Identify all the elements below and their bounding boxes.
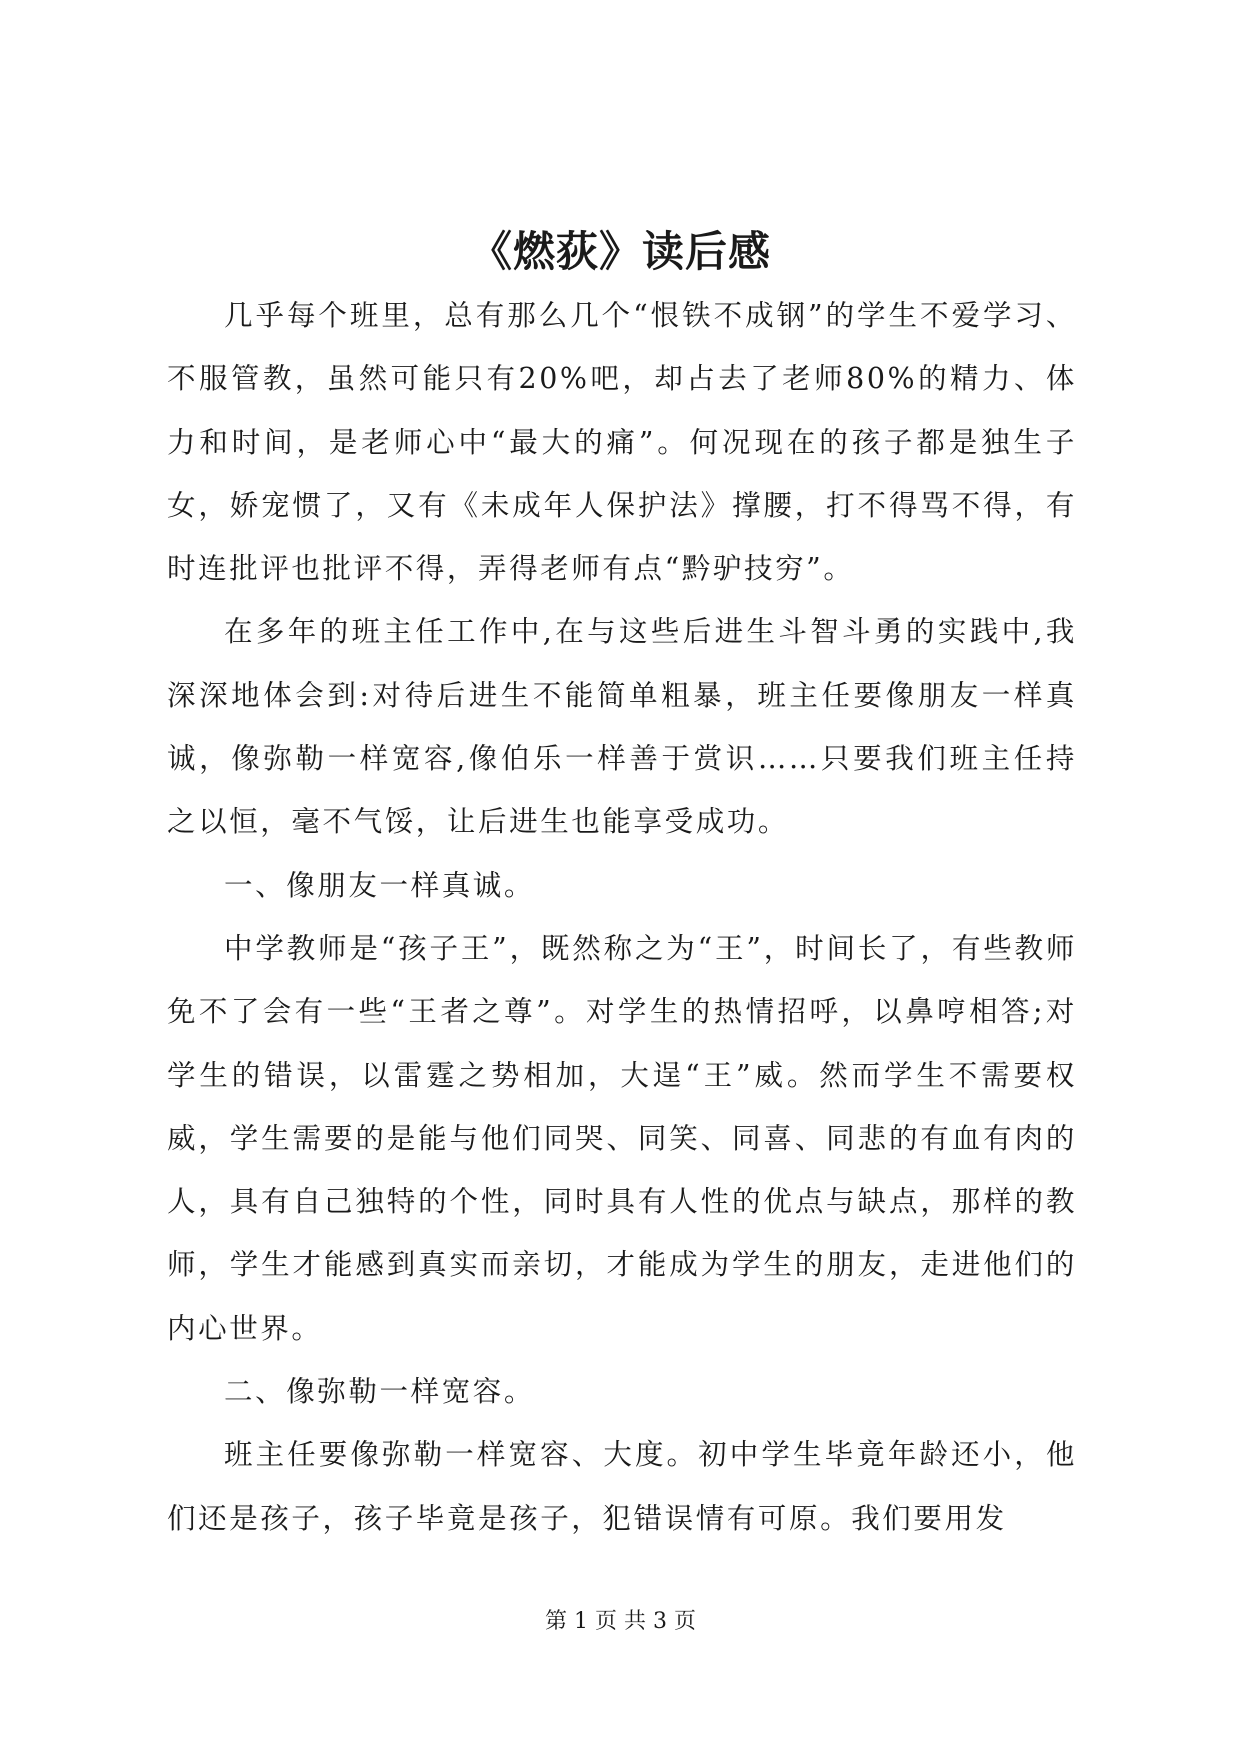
document-body: [167, 284, 1077, 1550]
document-title: 《燃荻》读后感: [469, 227, 771, 276]
section-heading-1: 一、像朋友一样真诚。: [224, 868, 536, 902]
paragraph-section-2: 班主任要像弥勒一样宽容、大度。初中学生毕竟年龄还小，他们还是孩子，孩子毕竟是孩子，犯错误情有可原。我们要用发: [167, 1438, 1077, 1535]
paragraph-section-1: 中学教师是“孩子王”，既然称之为“王”，时间长了，有些教师免不了会有一些“王者之尊”。对学生的热情招呼，以鼻哼相答;对学生的错误，以雷霆之势相加，大逞“王”威。然而学生不需要权威，学生需要的是能与他们同哭、同笑、同喜、同悲的有血有肉的人，具有自己独特的个性，同时具有人性的优点与缺点，那样的教师，学生才能感到真实而亲切，才能成为学生的朋友，走进他们的内心世界。: [167, 931, 1077, 1345]
paragraph-experience: 在多年的班主任工作中,在与这些后进生斗智斗勇的实践中,我深深地体会到:对待后进生不能简单粗暴，班主任要像朋友一样真诚，像弥勒一样宽容,像伯乐一样善于赏识……只要我们班主任持之以恒，毫不气馁，让后进生也能享受成功。: [167, 615, 1077, 839]
page-number-footer: 第 1 页 共 3 页: [545, 1609, 696, 1634]
section-heading-2: 二、像弥勒一样宽容。: [224, 1375, 536, 1409]
paragraph-intro: 几乎每个班里，总有那么几个“恨铁不成钢”的学生不爱学习、不服管教，虽然可能只有20%吧，却占去了老师80%的精力、体力和时间，是老师心中“最大的痛”。何况现在的孩子都是独生子女，娇宠惯了，又有《未成年人保护法》撑腰，打不得骂不得，有时连批评也批评不得，弄得老师有点“黔驴技穷”。: [167, 299, 1077, 586]
